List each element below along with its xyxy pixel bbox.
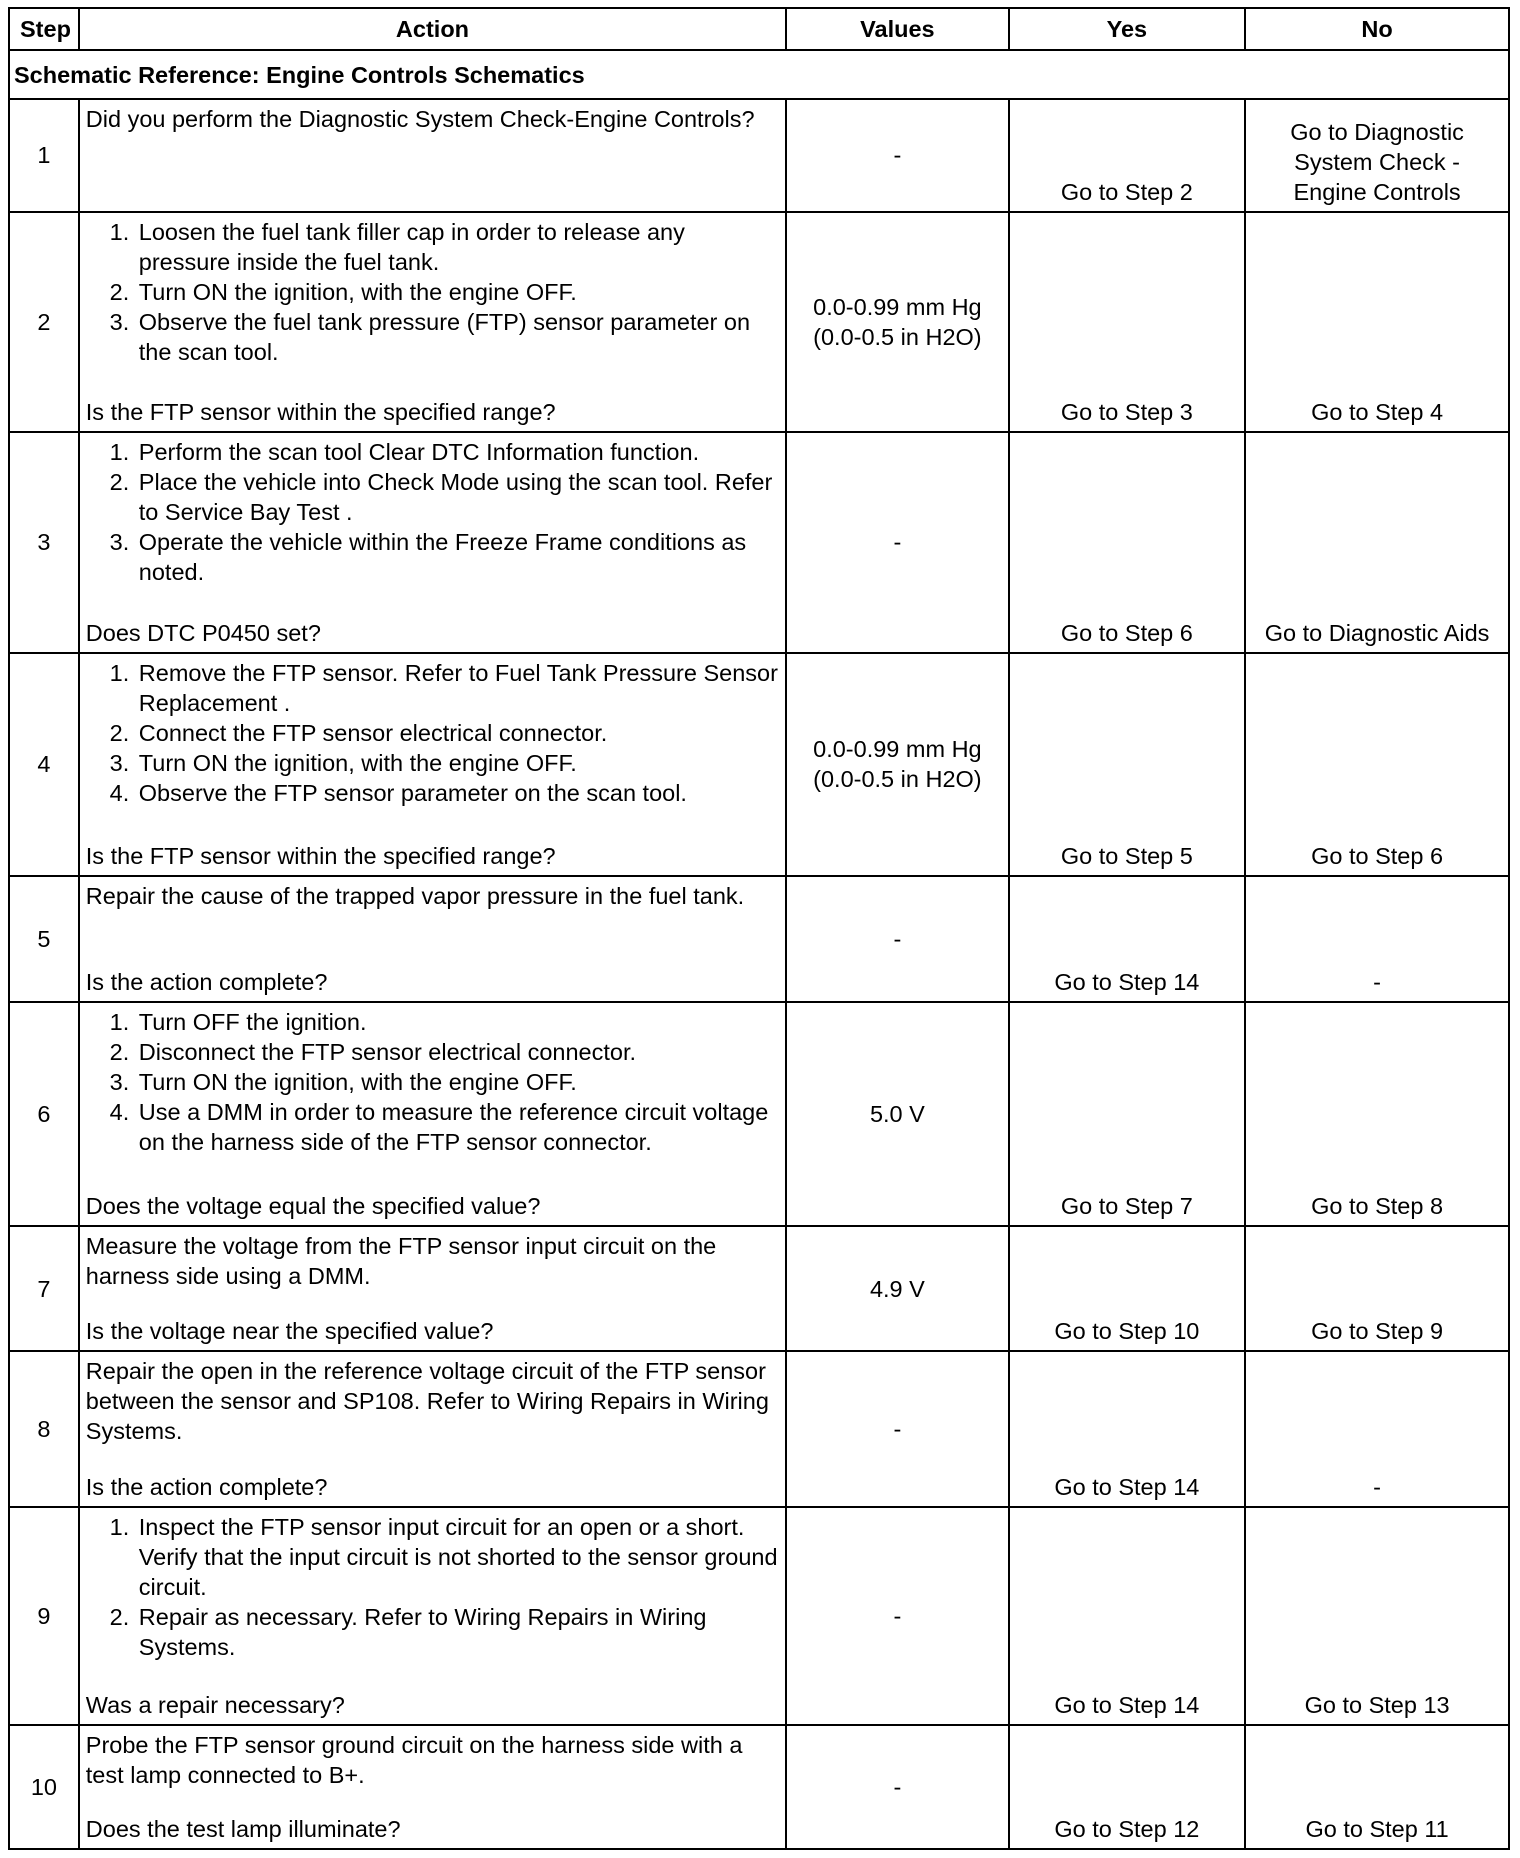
- action-step-item: 1. Loosen the fuel tank filler cap in order to release any pressure inside the fuel tank.: [136, 217, 779, 277]
- action-cell: [79, 1507, 786, 1725]
- action-step-item: 1. Turn OFF the ignition.: [136, 1007, 779, 1037]
- no-cell: Go to Step 8: [1245, 1002, 1509, 1226]
- value-cell: -: [786, 99, 1008, 211]
- action-steps-list: [86, 658, 779, 808]
- yes-cell: Go to Step 14: [1009, 876, 1246, 1002]
- action-cell: [79, 653, 786, 876]
- action-question: Was a repair necessary?: [85, 1691, 345, 1718]
- action-cell: [79, 99, 786, 211]
- step-number: 8: [9, 1351, 79, 1507]
- action-cell: [79, 876, 786, 1002]
- action-step-item: 2. Disconnect the FTP sensor electrical connector.: [136, 1037, 779, 1067]
- action-steps-list: [86, 1007, 779, 1157]
- action-question: Does the voltage equal the specified value?: [85, 1192, 541, 1219]
- action-cell: [79, 432, 786, 653]
- action-step-item: 3. Operate the vehicle within the Freeze Frame conditions as noted.: [136, 527, 779, 587]
- schematic-reference: Schematic Reference: Engine Controls Schematics: [9, 50, 1509, 99]
- action-step-item: 3. Observe the fuel tank pressure (FTP) sensor parameter on the scan tool.: [136, 307, 779, 367]
- value-cell: -: [786, 1725, 1008, 1849]
- table-row: [9, 1351, 1509, 1507]
- table-row: [9, 1507, 1509, 1725]
- action-step-item: 4. Observe the FTP sensor parameter on the scan tool.: [136, 778, 779, 808]
- no-cell: Go to Step 4: [1245, 212, 1509, 432]
- action-question: Is the FTP sensor within the specified range?: [85, 398, 556, 425]
- no-cell: Go to Step 9: [1245, 1226, 1509, 1351]
- yes-cell: Go to Step 10: [1009, 1226, 1246, 1351]
- value-cell: 0.0-0.99 mm Hg (0.0-0.5 in H2O): [786, 653, 1008, 876]
- action-question: Is the FTP sensor within the specified range?: [85, 842, 556, 869]
- table-row: [9, 876, 1509, 1002]
- no-cell: Go to Step 13: [1245, 1507, 1509, 1725]
- value-cell: 5.0 V: [786, 1002, 1008, 1226]
- action-steps-list: [86, 1512, 779, 1662]
- no-cell: Go to Step 6: [1245, 653, 1509, 876]
- diagnostic-table-sheet: [8, 7, 1510, 1850]
- table-row: [9, 1226, 1509, 1351]
- value-cell: 4.9 V: [786, 1226, 1008, 1351]
- yes-cell: Go to Step 6: [1009, 432, 1246, 653]
- action-text: Probe the FTP sensor ground circuit on the harness side with a test lamp connected to B+.: [85, 1731, 749, 1788]
- header-no: No: [1245, 8, 1509, 50]
- table-row: [9, 1002, 1509, 1226]
- action-step-item: 1. Inspect the FTP sensor input circuit for an open or a short. Verify that the input circuit is not shorted to the sensor ground circuit.: [136, 1512, 779, 1602]
- table-row: [9, 212, 1509, 432]
- action-step-item: 3. Turn ON the ignition, with the engine OFF.: [136, 1067, 779, 1097]
- step-number: 1: [9, 99, 79, 211]
- action-step-item: 1. Remove the FTP sensor. Refer to Fuel Tank Pressure Sensor Replacement .: [136, 658, 779, 718]
- action-question: Is the action complete?: [85, 969, 328, 996]
- action-cell: [79, 212, 786, 432]
- step-number: 9: [9, 1507, 79, 1725]
- action-steps-list: [86, 437, 779, 587]
- action-step-item: 4. Use a DMM in order to measure the reference circuit voltage on the harness side of the FTP sensor connector.: [136, 1097, 779, 1157]
- action-step-item: 2. Turn ON the ignition, with the engine OFF.: [136, 277, 779, 307]
- step-number: 10: [9, 1725, 79, 1849]
- yes-cell: Go to Step 2: [1009, 99, 1246, 211]
- header-action: Action: [79, 8, 786, 50]
- no-cell: -: [1245, 1351, 1509, 1507]
- yes-cell: Go to Step 7: [1009, 1002, 1246, 1226]
- value-cell: 0.0-0.99 mm Hg (0.0-0.5 in H2O): [786, 212, 1008, 432]
- action-step-item: 2. Place the vehicle into Check Mode using the scan tool. Refer to Service Bay Test .: [136, 467, 779, 527]
- value-cell: -: [786, 1351, 1008, 1507]
- yes-cell: Go to Step 3: [1009, 212, 1246, 432]
- yes-cell: Go to Step 14: [1009, 1507, 1246, 1725]
- step-number: 3: [9, 432, 79, 653]
- action-text: Repair the open in the reference voltage circuit of the FTP sensor between the sensor and SP108. Refer to Wiring Repairs in Wiring Systems.: [85, 1358, 776, 1445]
- action-cell: [79, 1351, 786, 1507]
- table-row: [9, 99, 1509, 211]
- action-cell: [79, 1002, 786, 1226]
- action-step-item: 1. Perform the scan tool Clear DTC Information function.: [136, 437, 779, 467]
- header-values: Values: [786, 8, 1008, 50]
- action-question: Is the action complete?: [85, 1473, 328, 1500]
- table-row: [9, 1725, 1509, 1849]
- schematic-reference-row: [9, 50, 1509, 99]
- table-row: [9, 653, 1509, 876]
- yes-cell: Go to Step 14: [1009, 1351, 1246, 1507]
- action-question: Is the voltage near the specified value?: [85, 1318, 494, 1345]
- yes-cell: Go to Step 12: [1009, 1725, 1246, 1849]
- action-cell: [79, 1725, 786, 1849]
- step-number: 4: [9, 653, 79, 876]
- table-row: [9, 432, 1509, 653]
- action-text: Did you perform the Diagnostic System Check-Engine Controls?: [85, 106, 755, 133]
- no-cell: Go to Diagnostic Aids: [1245, 432, 1509, 653]
- diagnostic-table: [8, 7, 1510, 1850]
- action-cell: [79, 1226, 786, 1351]
- action-question: Does the test lamp illuminate?: [85, 1816, 401, 1842]
- header-step: Step: [9, 8, 79, 50]
- action-step-item: 3. Turn ON the ignition, with the engine OFF.: [136, 748, 779, 778]
- step-number: 7: [9, 1226, 79, 1351]
- action-text: Measure the voltage from the FTP sensor input circuit on the harness side using a DMM.: [85, 1232, 723, 1289]
- value-cell: -: [786, 876, 1008, 1002]
- step-number: 5: [9, 876, 79, 1002]
- no-cell: -: [1245, 876, 1509, 1002]
- value-cell: -: [786, 1507, 1008, 1725]
- action-step-item: 2. Connect the FTP sensor electrical connector.: [136, 718, 779, 748]
- step-number: 2: [9, 212, 79, 432]
- header-row: [9, 8, 1509, 50]
- action-question: Does DTC P0450 set?: [85, 620, 321, 647]
- no-cell: Go to Diagnostic System Check - Engine Controls: [1245, 99, 1509, 211]
- action-step-item: 2. Repair as necessary. Refer to Wiring Repairs in Wiring Systems.: [136, 1602, 779, 1662]
- action-text: Repair the cause of the trapped vapor pressure in the fuel tank.: [85, 882, 745, 909]
- header-yes: Yes: [1009, 8, 1246, 50]
- yes-cell: Go to Step 5: [1009, 653, 1246, 876]
- no-cell: Go to Step 11: [1245, 1725, 1509, 1849]
- action-steps-list: [86, 217, 779, 367]
- value-cell: -: [786, 432, 1008, 653]
- step-number: 6: [9, 1002, 79, 1226]
